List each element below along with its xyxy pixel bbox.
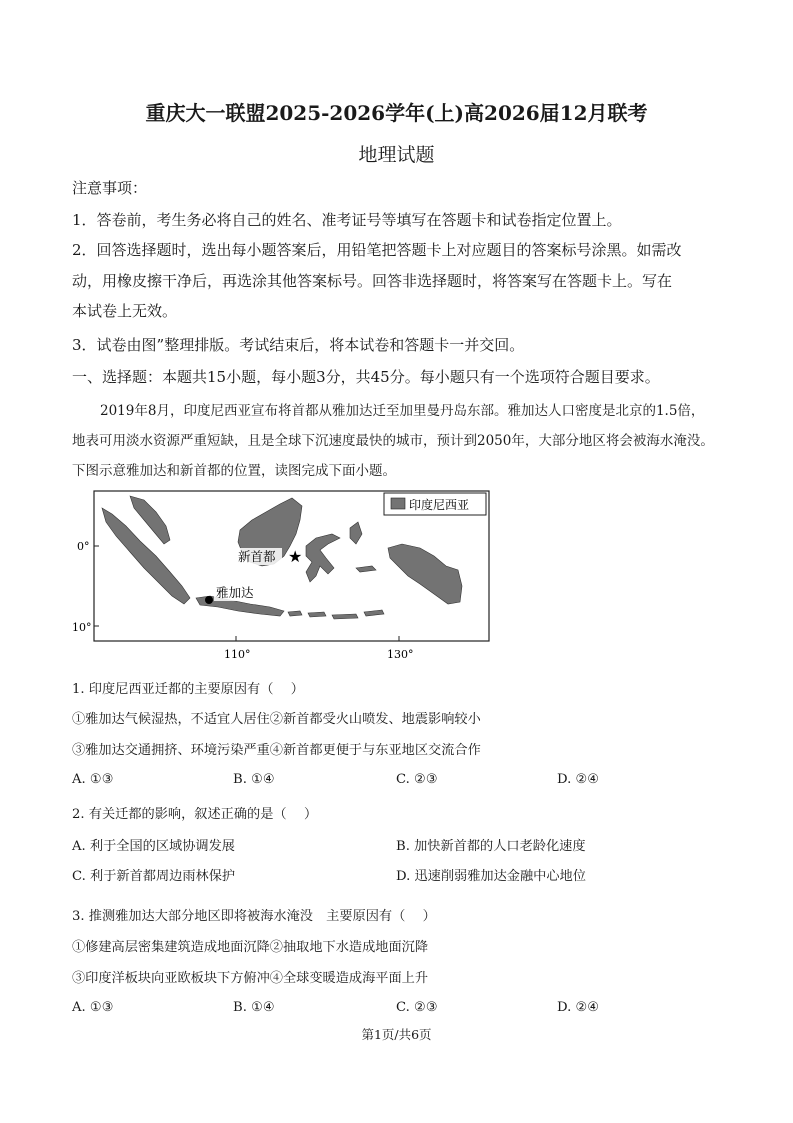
q3-option-a[interactable]: A. ①③ (72, 1000, 114, 1015)
lat-0-label: 0° (77, 540, 90, 553)
jakarta-dot-icon (205, 596, 213, 604)
q1-option-a[interactable]: A. ①③ (72, 772, 114, 787)
q1-option-c[interactable]: C. ②③ (396, 772, 438, 787)
lesser-sunda-1 (288, 611, 302, 616)
q3-option-b[interactable]: B. ①④ (233, 1000, 275, 1015)
notice-item-2-line-3: 本试卷上无效。 (72, 302, 178, 320)
page-number: 第1页/共6页 (361, 1027, 432, 1042)
subject-title: 地理试题 (358, 144, 435, 166)
q2-stem: 2. 有关迁都的影响，叙述正确的是（ ） (72, 807, 318, 822)
jakarta-label: 雅加达 (216, 585, 254, 600)
new-capital-label: 新首都 (238, 549, 276, 564)
lon-110-label: 110° (224, 648, 251, 661)
q3-option-d[interactable]: D. ②④ (557, 1000, 600, 1015)
legend-label: 印度尼西亚 (409, 498, 470, 512)
exam-title: 重庆大一联盟2025-2026学年(上)高2026届12月联考 (145, 101, 648, 125)
notice-heading: 注意事项： (72, 179, 148, 197)
q1-option-b[interactable]: B. ①④ (233, 772, 275, 787)
lat-10-label: 10° (72, 621, 92, 634)
q3-choices-line-1: ①修建高层密集建筑造成地面沉降②抽取地下水造成地面沉降 (72, 940, 429, 955)
q2-option-c[interactable]: C. 利于新首都周边雨林保护 (72, 869, 236, 884)
legend-swatch (391, 498, 405, 509)
passage-line-2: 地表可用淡水资源严重短缺，且是全球下沉速度最快的城市，预计到2050年，大部分地区将会被海水淹没。 (72, 433, 714, 449)
notice-item-2-line-1: 2．回答选择题时，选出每小题答案后，用铅笔把答题卡上对应题目的答案标号涂黑。如需改 (72, 241, 682, 259)
q1-option-d[interactable]: D. ②④ (557, 772, 600, 787)
lon-130-label: 130° (387, 648, 414, 661)
q2-option-b[interactable]: B. 加快新首都的人口老龄化速度 (396, 839, 586, 854)
notice-item-1: 1．答卷前，考生务必将自己的姓名、准考证号等填写在答题卡和试卷指定位置上。 (72, 211, 622, 229)
q1-choices-line-1: ①雅加达气候湿热，不适宜人居住②新首都受火山喷发、地震影响较小 (72, 712, 481, 727)
notice-item-3: 3．试卷由图”整理排版。考试结束后，将本试卷和答题卡一并交回。 (72, 336, 525, 354)
q2-option-a[interactable]: A. 利于全国的区域协调发展 (72, 839, 235, 854)
section-heading: 一、选择题：本题共15小题，每小题3分，共45分。每小题只有一个选项符合题目要求。 (72, 368, 660, 386)
new-capital-star-icon: ★ (288, 547, 303, 566)
q3-choices-line-2: ③印度洋板块向亚欧板块下方俯冲④全球变暖造成海平面上升 (72, 971, 429, 986)
q1-choices-line-2: ③雅加达交通拥挤、环境污染严重④新首都更便于与东亚地区交流合作 (72, 743, 481, 758)
passage-line-3: 下图示意雅加达和新首都的位置，读图完成下面小题。 (72, 463, 396, 479)
passage-line-1: 2019年8月，印度尼西亚宣布将首都从雅加达迁至加里曼丹岛东部。雅加达人口密度是北京的1.5倍， (100, 403, 705, 419)
lesser-sunda-3 (332, 614, 358, 619)
q3-option-c[interactable]: C. ②③ (396, 1000, 438, 1015)
indonesia-map (70, 486, 495, 666)
q3-stem: 3. 推测雅加达大部分地区即将被海水淹没 主要原因有（ ） (72, 909, 436, 924)
q1-stem: 1. 印度尼西亚迁都的主要原因有（ ） (72, 682, 304, 697)
lesser-sunda-2 (308, 612, 326, 617)
q2-option-d[interactable]: D. 迅速削弱雅加达金融中心地位 (396, 869, 586, 884)
notice-item-2-line-2: 动，用橡皮擦干净后，再选涂其他答案标号。回答非选择题时，将答案写在答题卡上。写在 (72, 272, 673, 290)
